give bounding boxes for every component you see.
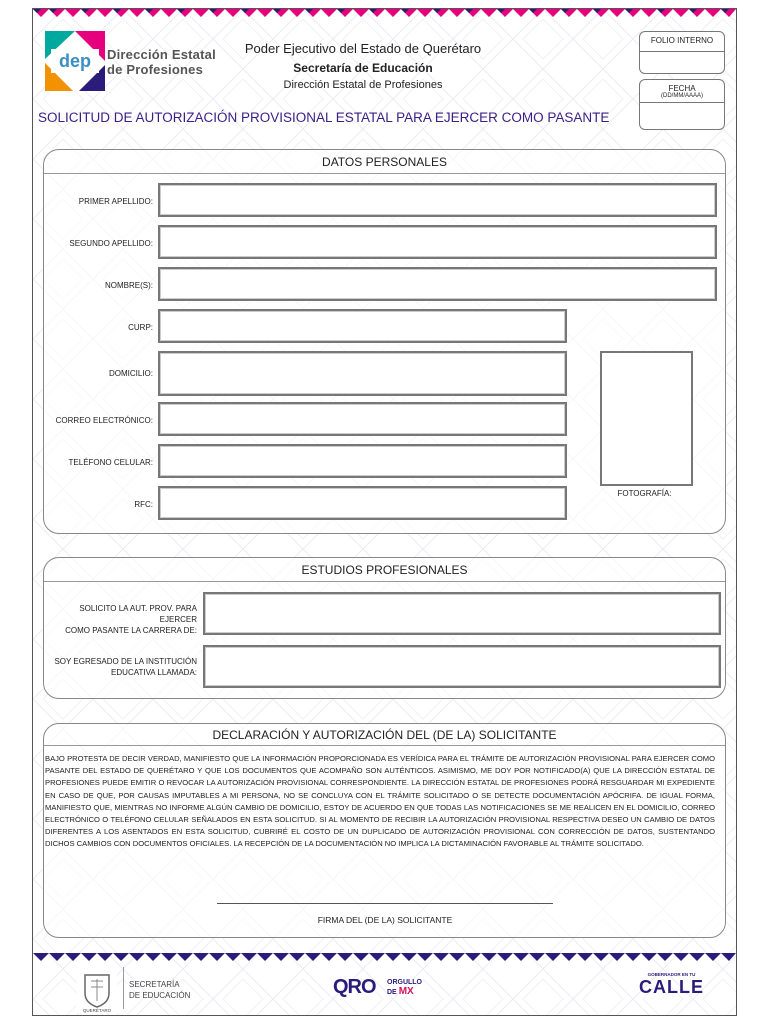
nombre-input[interactable] <box>158 267 717 301</box>
label-carrera: SOLICITO LA AUT. PROV. PARA EJERCER COMO PASANTE LA CARRERA DE: <box>65 604 197 635</box>
section-title: DATOS PERSONALES <box>322 155 447 169</box>
bottom-decorative-band <box>33 953 736 963</box>
fecha-format: (DD/MM/AAAA) <box>661 93 703 99</box>
fecha-box[interactable] <box>639 79 725 130</box>
label-segundo-apellido: SEGUNDO APELLIDO: <box>69 239 153 248</box>
header-direccion: Dirección Estatal de Profesiones <box>283 79 443 91</box>
carrera-input[interactable] <box>203 592 721 635</box>
footer-secretaria: SECRETARÍA DE EDUCACIÓN <box>129 980 191 1000</box>
label-curp: CURP: <box>128 323 153 332</box>
rfc-input[interactable] <box>158 486 567 520</box>
gobernador-calle-logo: GOBERNADOR EN TU CALLE <box>639 972 704 997</box>
segundo-apellido-input[interactable] <box>158 225 717 259</box>
header-secretaria: Secretaría de Educación <box>293 61 433 75</box>
declaration-text: BAJO PROTESTA DE DECIR VERDAD, MANIFIESTO QUE LA INFORMACIÓN PROPORCIONADA ES VERÍDICA PARA EL TRÁMITE DE AUTORIZACIÓN PROVISIONAL PARA EJERCER COMO PASANTE DEL ESTADO DE QUERÉTARO Y QUE LOS DOCUMENTOS QUE ACOMPAÑO SON AUTÉNTICOS. ASIMISMO, ME DOY POR NOTIFICADO(A) QUE LA DIRECCIÓN ESTATAL DE PROFESIONES PUEDE EMITIR O REVOCAR LA AUTORIZACIÓN PROVISIONAL CORRESPONDIENTE. LA DIRECCIÓN ESTATAL DE PROFESIONES PODRÁ RESGUARDAR MI EXPEDIENTE EN CASO DE QUE, POR CAUSAS IMPUTABLES A MI PERSONA, NO SE CONCLUYA CON EL TRÁMITE SOLICITADO O SE DETECTE DOCUMENTACIÓN APÓCRIFA. DE IGUAL FORMA, MANIFIESTO QUE, MIENTRAS NO INFORME ALGÚN CAMBIO DE DOMICILIO, ESTOY DE ACUERDO EN QUE TODAS LAS NOTIFICACIONES SE ME REALICEN EN EL DOMICILIO, CORREO ELECTRÓNICO O TELÉFONO CELULAR SEÑALADOS EN ESTA SOLICITUD. SI AL MOMENTO DE RECIBIR LA AUTORIZACIÓN PROVISIONAL RESPECTIVA DESEO UN CAMBIO DE DATOS DIFERENTES A LOS ASENTADOS EN ESTA SOLICITUD, CUBRIRÉ EL COSTO DE UN DUPLICADO DE AUTORIZACIÓN PROVISIONAL CON CORRECCIÓN DE DATOS, SUSTENTANDO DICHOS CAMBIOS CON DOCUMENTOS OFICIALES. LA RECEPCIÓN DE LA DOCUMENTACIÓN NO IMPLICA LA DICTAMINACIÓN FAVORABLE AL TRÁMITE SOLICITADO. <box>45 754 715 849</box>
qro-orgullo-logo: QRO ORGULLO DE MX <box>333 976 422 998</box>
svg-text:QUERÉTARO: QUERÉTARO <box>82 1008 112 1013</box>
label-fotografia: FOTOGRAFÍA: <box>617 489 672 498</box>
primer-apellido-input[interactable] <box>158 183 717 217</box>
signature-line[interactable] <box>217 903 553 904</box>
folio-label: FOLIO INTERNO <box>650 36 714 45</box>
queretaro-crest-icon <box>77 969 117 1013</box>
footer-separator <box>123 967 124 1009</box>
signature-label: FIRMA DEL (DE LA) SOLICITANTE <box>317 915 453 925</box>
fecha-label: FECHA <box>668 84 696 93</box>
label-domicilio: DOMICILIO: <box>108 369 153 378</box>
section-divider <box>44 581 725 582</box>
dep-logo-text: dep <box>58 51 92 71</box>
dep-logo-name: Dirección Estatal de Profesiones <box>107 47 216 77</box>
section-divider <box>44 173 725 174</box>
correo-input[interactable] <box>158 402 567 436</box>
label-nombre: NOMBRE(S): <box>105 281 153 290</box>
form-title: SOLICITUD DE AUTORIZACIÓN PROVISIONAL ESTATAL PARA EJERCER COMO PASANTE <box>38 110 610 125</box>
section-title: DECLARACIÓN Y AUTORIZACIÓN DEL (DE LA) SOLICITANTE <box>212 728 557 742</box>
photo-box[interactable] <box>600 351 693 486</box>
section-title: ESTUDIOS PROFESIONALES <box>301 563 468 577</box>
domicilio-input[interactable] <box>158 351 567 396</box>
folio-box[interactable] <box>639 31 725 74</box>
label-rfc: RFC: <box>134 500 153 509</box>
dep-logo-icon <box>45 31 105 91</box>
label-telefono: TELÉFONO CELULAR: <box>68 458 153 467</box>
label-primer-apellido: PRIMER APELLIDO: <box>78 197 153 206</box>
label-institucion: SOY EGRESADO DE LA INSTITUCIÓN EDUCATIVA LLAMADA: <box>54 657 197 677</box>
curp-input[interactable] <box>158 309 567 343</box>
top-decorative-band <box>33 9 736 19</box>
section-divider <box>44 745 725 746</box>
form-page <box>32 8 737 1016</box>
institucion-input[interactable] <box>203 645 721 688</box>
telefono-input[interactable] <box>158 444 567 478</box>
header-gov: Poder Ejecutivo del Estado de Querétaro <box>244 41 482 56</box>
label-correo: CORREO ELECTRÓNICO: <box>55 416 153 425</box>
